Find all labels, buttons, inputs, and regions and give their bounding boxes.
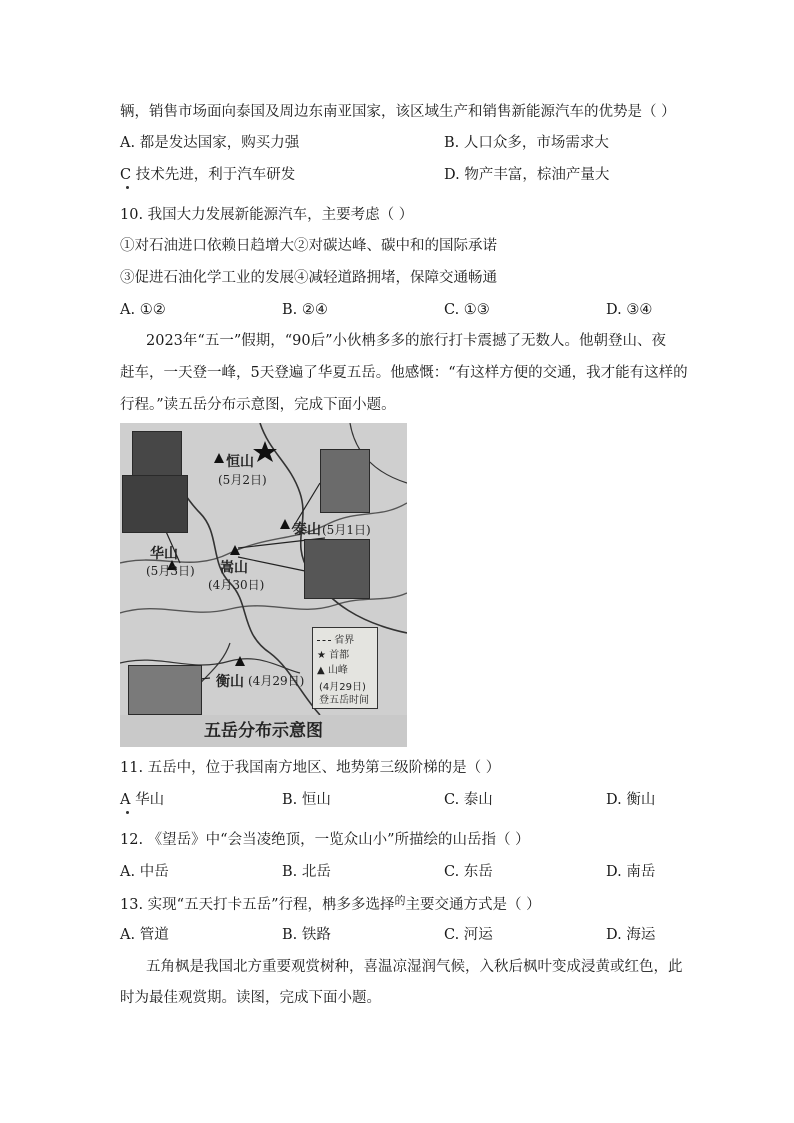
legend-peak [317, 661, 348, 676]
legend-peak-label: 山峰 [327, 665, 348, 676]
mountain-photo-songshan [304, 539, 370, 599]
intro-line-2: 赶车，一天登一峰，5天登遍了华夏五岳。他感慨：“有这样方便的交通，我才能有这样的 [120, 365, 688, 381]
q12-option-b: B. 北岳 [282, 864, 331, 880]
q12-option-d: D. 南岳 [606, 864, 656, 880]
q11-option-b: B. 恒山 [282, 792, 331, 808]
map-title: 五岳分布示意图 [204, 721, 323, 741]
peak-date-taishan: (5月1日) [322, 523, 371, 537]
peak-date-huashan: (5月3日) [146, 564, 195, 578]
legend-border [317, 631, 354, 646]
legend-capital-label: 首都 [329, 650, 350, 661]
intro-line-3: 行程。”读五岳分布示意图，完成下面小题。 [120, 397, 396, 413]
peak-label-songshan: 嵩山 [220, 560, 248, 576]
peak-label-hengshan-south: 衡山 [216, 674, 244, 690]
outro-line-2: 时为最佳观赏期。读图，完成下面小题。 [120, 990, 381, 1006]
triangle-icon: ▲ [317, 665, 325, 676]
q10-option-b: B. ②④ [282, 302, 328, 318]
q13-stem-a: 13. 实现“五天打卡五岳”行程，柟多多选择 [120, 897, 395, 913]
q11-stem: 11. 五岳中，位于我国南方地区、地势第三级阶梯的是（ ） [120, 760, 501, 776]
q9-stem: 辆，销售市场面向泰国及周边东南亚国家，该区域生产和销售新能源汽车的优势是（ ） [120, 104, 676, 120]
star-icon: ★ [317, 650, 326, 661]
q10-stem: 10. 我国大力发展新能源汽车，主要考虑（ ） [120, 207, 414, 223]
peak-date-songshan: (4月30日) [208, 578, 265, 592]
q10-items-2: ③促进石油化学工业的发展④减轻道路拥堵，保障交通畅通 [120, 270, 497, 286]
q11-option-c: C. 泰山 [444, 792, 493, 808]
q13-option-a: A. 管道 [120, 927, 169, 943]
q13-stem [120, 895, 541, 916]
q11-option-d: D. 衡山 [606, 792, 656, 808]
q12-stem: 12. 《望岳》中“会当凌绝顶，一览众山小”所描绘的山岳指（ ） [120, 832, 530, 848]
map-legend [312, 627, 378, 709]
q12-option-c: C. 东岳 [444, 864, 493, 880]
stray-dot [126, 186, 129, 189]
q10-option-d: D. ③④ [606, 302, 653, 318]
legend-date-desc: 登五岳时间 [319, 695, 369, 706]
q10-items-1: ①对石油进口依赖日趋增大②对碳达峰、碳中和的国际承诺 [120, 238, 497, 254]
q13-option-b: B. 铁路 [282, 927, 331, 943]
peak-date-hengshan-south: (4月29日) [248, 674, 305, 688]
legend-capital [317, 646, 349, 661]
q13-stem-c: 主要交通方式是（ ） [405, 897, 541, 913]
q9-option-d: D. 物产丰富，棕油产量大 [444, 167, 610, 183]
mountain-photo-hengshan-north [320, 449, 370, 513]
peak-label-taishan: 泰山 [293, 522, 321, 538]
outro-line-1: 五角枫是我国北方重要观赏树种，喜温凉湿润气候，入秋后枫叶变成浸黄或红色，此 [146, 959, 683, 975]
intro-line-1: 2023年“五一”假期，“90后”小伙柟多多的旅行打卡震撼了无数人。他朝登山、夜 [146, 333, 667, 349]
mountain-photo-hengshan-south [128, 665, 202, 715]
q9-option-c: C 技术先进，利于汽车研发 [120, 167, 296, 183]
mountain-photo-huashan [122, 475, 188, 533]
peak-date-hengshan-north: (5月2日) [218, 473, 267, 487]
q13-option-c: C. 河运 [444, 927, 493, 943]
q12-option-a: A. 中岳 [120, 864, 169, 880]
legend-border-label: 省界 [334, 635, 355, 646]
q13-stem-superscript: 的 [394, 894, 406, 907]
q11-option-a: A 华山 [120, 792, 165, 808]
peak-label-hengshan-north: 恒山 [226, 454, 254, 470]
stray-dot [126, 811, 129, 814]
q13-option-d: D. 海运 [606, 927, 656, 943]
q9-option-a: A. 都是发达国家，购买力强 [120, 135, 300, 151]
q10-option-c: C. ①③ [444, 302, 490, 318]
q9-option-b: B. 人口众多，市场需求大 [444, 135, 609, 151]
q10-option-a: A. ①② [120, 302, 166, 318]
legend-date-sample: (4月29日) [319, 682, 366, 693]
peak-label-huashan: 华山 [150, 546, 178, 562]
mountain-photo-top-left [132, 431, 182, 478]
